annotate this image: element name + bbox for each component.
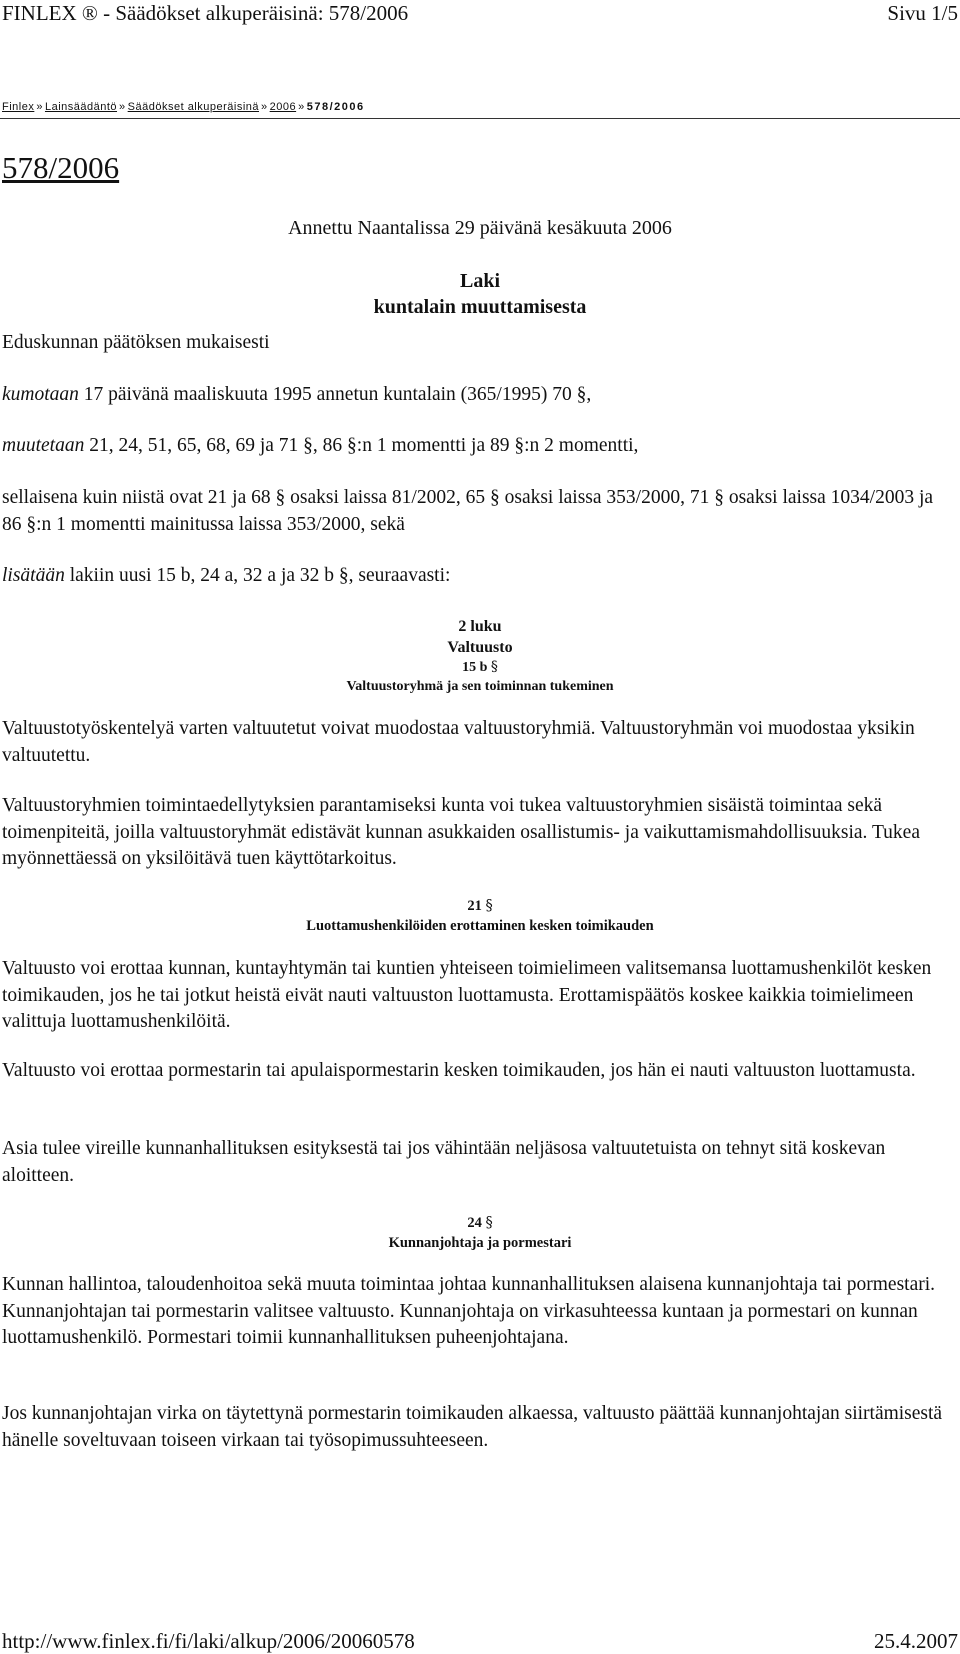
- chapter-title: Valtuusto: [447, 639, 513, 656]
- section-paragraph: Valtuustoryhmien toimintaedellytyksien parantamiseksi kunta voi tukea valtuustoryhmien sisäistä toimintaa sekä toimenpiteitä, joilla valtuustoryhmät edistävät kunnan asukkaiden osallistumis- ja vaikuttamismahdollisuuksia. Tukea myönnettäessä on yksilöitävä tuen käyttötarkoitus.: [2, 795, 920, 869]
- preamble: Eduskunnan päätöksen mukaisesti: [2, 332, 270, 353]
- intro-repeal-paragraph: [2, 382, 947, 409]
- print-footer-date: 25.4.2007: [874, 1629, 958, 1653]
- intro-add-text: lakiin uusi 15 b, 24 a, 32 a ja 32 b §, seuraavasti:: [64, 565, 451, 586]
- intro-amend-text: 21, 24, 51, 65, 68, 69 ja 71 §, 86 §:n 1 momentti ja 89 §:n 2 momentti,: [84, 435, 639, 456]
- section-sign-icon: §: [485, 898, 493, 914]
- section-paragraph: Asia tulee vireille kunnanhallituksen esityksestä tai jos vähintään neljäsosa valtuutetuista on tehnyt sitä koskevan aloitteen.: [2, 1138, 886, 1186]
- breadcrumb-link-year[interactable]: 2006: [269, 101, 297, 113]
- section-number: 15 b: [462, 660, 488, 675]
- breadcrumb-link-lainsaadanto[interactable]: Lainsäädäntö: [44, 101, 118, 113]
- intro-repeal-keyword: kumotaan: [2, 384, 79, 405]
- law-title-line2: kuntalain muuttamisesta: [373, 296, 587, 318]
- law-title-line1: Laki: [459, 270, 501, 292]
- section-title: Valtuustoryhmä ja sen toiminnan tukeminen: [346, 679, 614, 694]
- breadcrumb-link-saadokset-alkuperaisina[interactable]: Säädökset alkuperäisinä: [127, 101, 260, 113]
- section-title: Kunnanjohtaja ja pormestari: [388, 1235, 572, 1251]
- breadcrumb-separator: »: [36, 101, 43, 113]
- section-heading: [0, 658, 960, 696]
- intro-amend-keyword: muutetaan: [2, 435, 85, 456]
- section-heading: [0, 896, 960, 936]
- section-sign-icon: §: [490, 659, 498, 675]
- section-title: Luottamushenkilöiden erottaminen kesken toimikauden: [306, 918, 654, 934]
- intro-add-keyword: lisätään: [2, 565, 65, 586]
- section-paragraph: Valtuusto voi erottaa pormestarin tai apulaispormestarin kesken toimikauden, jos hän ei nauti valtuuston luottamusta.: [2, 1060, 916, 1081]
- breadcrumb-current: 578/2006: [306, 101, 365, 113]
- breadcrumb-separator: »: [298, 101, 305, 113]
- section-paragraph: Kunnan hallintoa, taloudenhoitoa sekä muuta toimintaa johtaa kunnanhallituksen alaisena kunnanjohtaja tai pormestari. Kunnanjohtajan tai pormestarin valitsee valtuusto. Kunnanjohtaja on virkasuhteessa kuntaan ja pormestari on kunnan luottamushenkilö. Pormestari toimii kunnanhallituksen puheenjohtajana.: [2, 1274, 936, 1348]
- section-paragraph: Valtuusto voi erottaa kunnan, kuntayhtymän tai kuntien yhteiseen toimielimeen valitsemansa luottamushenkilöt kesken toimikauden, jos he tai jotkut heistä eivät nauti valtuuston luottamusta. Erottamispäätös koskee kaikkia toimielimeen valittuja luottamushenkilöitä.: [2, 958, 932, 1032]
- chapter-heading: [0, 616, 960, 658]
- section-number: 24: [467, 1215, 482, 1231]
- intro-repeal-text: 17 päivänä maaliskuuta 1995 annetun kuntalain (365/1995) 70 §,: [78, 384, 592, 405]
- intro-add-paragraph: [2, 563, 947, 590]
- law-number-title: 578/2006: [2, 150, 120, 185]
- breadcrumb-separator: »: [261, 101, 268, 113]
- print-footer-url: http://www.finlex.fi/fi/laki/alkup/2006/20060578: [2, 1629, 415, 1653]
- breadcrumb-link-finlex[interactable]: Finlex: [2, 101, 35, 113]
- intro-amendment-history: sellaisena kuin niistä ovat 21 ja 68 § osaksi laissa 81/2002, 65 § osaksi laissa 353/2000, 71 § osaksi laissa 1034/2003 ja 86 §:n 1 momentti mainitussa laissa 353/2000, sekä: [2, 487, 934, 535]
- law-title: [0, 268, 960, 320]
- section-sign-icon: §: [485, 1215, 493, 1231]
- print-page-number: Sivu 1/5: [887, 1, 958, 25]
- intro-amend-paragraph: [2, 433, 947, 460]
- section-number: 21: [467, 898, 482, 914]
- breadcrumb: [2, 100, 365, 114]
- section-paragraph: Jos kunnanjohtajan virka on täytettynä pormestarin toimikauden alkaessa, valtuusto päättää kunnanjohtajan siirtämisestä hänelle soveltuvaan toiseen virkaan tai työsopimussuhteeseen.: [2, 1403, 943, 1451]
- print-header-title: FINLEX ® - Säädökset alkuperäisinä: 578/2006: [2, 1, 409, 25]
- breadcrumb-separator: »: [119, 101, 126, 113]
- header-divider: [0, 118, 960, 119]
- section-paragraph: Valtuustotyöskentelyä varten valtuutetut voivat muodostaa valtuustoryhmiä. Valtuustoryhmän voi muodostaa yksikin valtuutettu.: [2, 718, 915, 766]
- chapter-number: 2 luku: [458, 618, 502, 635]
- section-heading: [0, 1213, 960, 1253]
- law-given-date: Annettu Naantalissa 29 päivänä kesäkuuta 2006: [288, 217, 672, 239]
